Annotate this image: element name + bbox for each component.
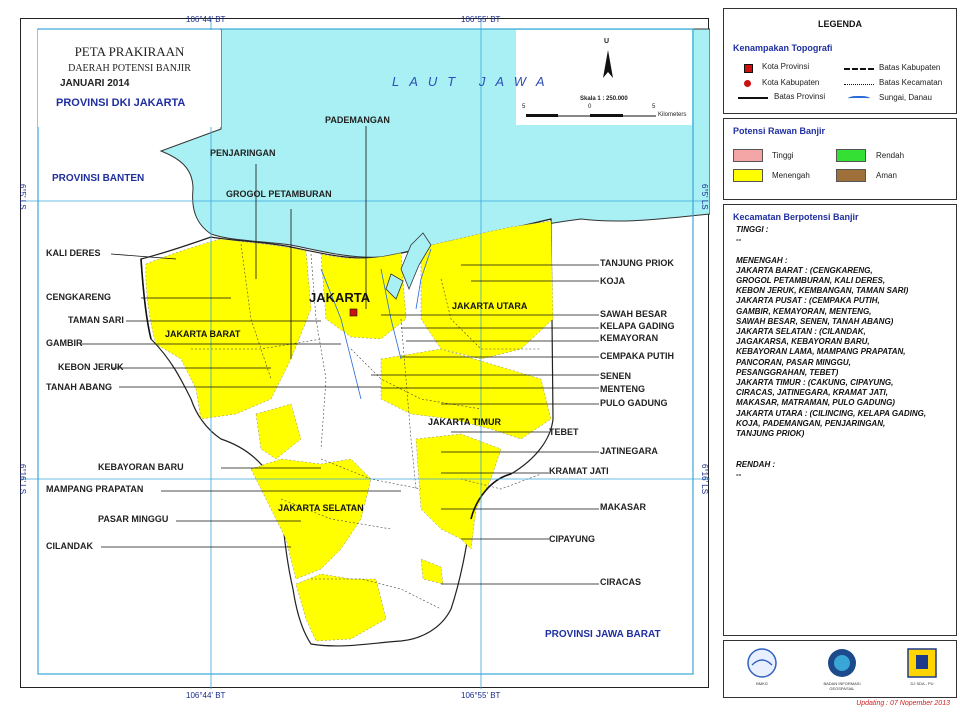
district-label: KEBAYORAN BARU <box>98 462 184 472</box>
scale-left: 5 <box>522 104 526 110</box>
district-label: CIPAYUNG <box>549 534 596 544</box>
bmkg-logo <box>748 649 776 677</box>
district-label: KELAPA GADING <box>600 321 675 331</box>
kecamatan-line: PANCORAN, PASAR MINGGU, <box>736 357 851 367</box>
region-jakarta-selatan: JAKARTA SELATAN <box>278 503 364 513</box>
sea-label: LAUT JAWA <box>392 74 555 89</box>
kota-provinsi-marker <box>350 309 357 316</box>
legend-kota-kabupaten: Kota Kabupaten <box>762 78 820 87</box>
kecamatan-line: SAWAH BESAR, SENEN, TANAH ABANG) <box>736 316 894 326</box>
scale-right: 5 <box>652 104 656 110</box>
coord-left-top: 6°5' LS <box>18 184 27 210</box>
district-label: MAMPANG PRAPATAN <box>46 484 144 494</box>
update-note: Updating : 07 Nopember 2013 <box>856 700 950 707</box>
batas-kecamatan-icon <box>844 84 874 85</box>
kecamatan-line <box>736 449 926 459</box>
legend-panel <box>715 8 955 708</box>
district-label: GROGOL PETAMBURAN <box>226 189 332 199</box>
kecamatan-line: TANJUNG PRIOK) <box>736 429 805 439</box>
kecamatan-line: KEBON JERUK, KEMBANGAN, TAMAN SARI) <box>736 286 909 296</box>
logo-label: BADAN INFORMASI GEOSPASIAL <box>823 681 861 691</box>
district-label: KOJA <box>600 276 626 286</box>
logo-label: DJ SDA - PU <box>910 681 934 686</box>
map-subtitle: DAERAH POTENSI BANJIR <box>68 63 191 74</box>
legend-menengah: Menengah <box>772 171 810 180</box>
kecamatan-heading: Kecamatan Berpotensi Banjir <box>733 212 859 222</box>
coord-bottom-right: 106°55' BT <box>461 691 501 700</box>
swatch-tinggi <box>733 149 763 162</box>
legend-batas-kabupaten: Batas Kabupaten <box>879 63 941 72</box>
swatch-menengah <box>733 169 763 182</box>
kecamatan-line: JAKARTA BARAT : (CENGKARENG, <box>736 265 873 275</box>
batas-provinsi-icon <box>738 97 768 99</box>
topo-heading: Kenampakan Topografi <box>733 43 833 53</box>
district-label: TEBET <box>549 427 579 437</box>
district-label: CEMPAKA PUTIH <box>600 351 674 361</box>
coord-bottom-left: 106°44' BT <box>186 691 226 700</box>
map-title: PETA PRAKIRAAN <box>74 44 185 59</box>
coord-left-bottom: 6°16' LS <box>18 464 27 495</box>
legend-tinggi: Tinggi <box>772 151 794 160</box>
legend-batas-provinsi: Batas Provinsi <box>774 92 826 101</box>
district-label: KALI DERES <box>46 248 101 258</box>
batas-kabupaten-icon <box>844 68 874 70</box>
potensi-heading: Potensi Rawan Banjir <box>733 126 826 136</box>
legend-logos-section <box>723 640 957 698</box>
district-label: KRAMAT JATI <box>549 466 609 476</box>
region-jakarta-utara: JAKARTA UTARA <box>452 301 528 311</box>
district-label: PENJARINGAN <box>210 148 276 158</box>
coord-top-right: 106°55' BT <box>461 15 501 24</box>
kecamatan-line: JAKARTA PUSAT : (CEMPAKA PUTIH, <box>736 296 880 306</box>
province-jawa-barat-label: PROVINSI JAWA BARAT <box>545 629 661 640</box>
legend-sungai: Sungai, Danau <box>879 93 932 102</box>
kecamatan-list <box>736 225 926 480</box>
scale-text: Skala 1 : 250.000 <box>580 96 628 102</box>
legend-batas-kecamatan: Batas Kecamatan <box>879 78 943 87</box>
district-label: SENEN <box>600 371 632 381</box>
kecamatan-line: CIRACAS, JATINEGARA, KRAMAT JATI, <box>736 388 888 398</box>
kecamatan-line <box>736 439 926 449</box>
province-banten-label: PROVINSI BANTEN <box>52 173 145 184</box>
district-label: PULO GADUNG <box>600 398 668 408</box>
map-title-box <box>38 30 221 127</box>
kecamatan-line: KOJA, PADEMANGAN, PENJARINGAN, <box>736 418 886 428</box>
district-label: MENTENG <box>600 384 645 394</box>
kecamatan-line: JAKARTA TIMUR : (CAKUNG, CIPAYUNG, <box>736 378 894 388</box>
district-label: CIRACAS <box>600 577 642 587</box>
city-jakarta-label: JAKARTA <box>309 290 371 305</box>
swatch-aman <box>836 169 866 182</box>
coord-right-bottom: 6°16' LS <box>700 464 709 495</box>
scale-mid: 0 <box>588 104 592 110</box>
big-logo <box>828 649 856 677</box>
map-province: PROVINSI DKI JAKARTA <box>56 97 186 109</box>
kota-provinsi-icon <box>744 64 753 73</box>
district-label: PASAR MINGGU <box>98 514 169 524</box>
kecamatan-line: JAKARTA SELATAN : (CILANDAK, <box>736 327 866 337</box>
legend-aman: Aman <box>876 171 897 180</box>
kecamatan-line: MENENGAH : <box>736 255 788 265</box>
district-label: TAMAN SARI <box>68 315 124 325</box>
scale-unit: Kilometers <box>658 112 687 118</box>
district-label: MAKASAR <box>600 502 646 512</box>
north-arrow-icon <box>603 50 613 78</box>
kecamatan-line: GROGOL PETAMBURAN, KALI DERES, <box>736 276 886 286</box>
legend-kecamatan-section <box>723 204 957 636</box>
logo-label: BMKG <box>756 681 768 686</box>
district-label: CENGKARENG <box>46 292 112 302</box>
district-label: TANAH ABANG <box>46 382 112 392</box>
coord-right-top: 6°5' LS <box>700 184 709 210</box>
kecamatan-line: TINGGI : <box>736 225 769 234</box>
legend-rendah: Rendah <box>876 151 905 160</box>
kecamatan-line: JAKARTA UTARA : (CILINCING, KELAPA GADING, <box>736 408 927 418</box>
kecamatan-line: -- <box>736 235 742 245</box>
district-label: KEBON JERUK <box>58 362 124 372</box>
kota-kabupaten-icon <box>744 80 751 87</box>
river-icon <box>848 96 870 102</box>
kecamatan-line: JAGAKARSA, KEBAYORAN BARU, <box>736 337 870 347</box>
district-label: SAWAH BESAR <box>600 309 668 319</box>
district-label: CILANDAK <box>46 541 93 551</box>
kecamatan-line: RENDAH : <box>736 459 776 469</box>
district-label: TANJUNG PRIOK <box>600 258 674 268</box>
legend-kota-provinsi: Kota Provinsi <box>762 62 810 71</box>
legend-title: LEGENDA <box>817 19 862 29</box>
legend-topo-section <box>723 8 957 114</box>
kecamatan-line <box>736 245 926 255</box>
kecamatan-line: PESANGGRAHAN, TEBET) <box>736 367 839 377</box>
kecamatan-line: MAKASAR, MATRAMAN, PULO GADUNG) <box>736 398 895 408</box>
coord-top-left: 106°44' BT <box>186 15 226 24</box>
region-jakarta-timur: JAKARTA TIMUR <box>428 417 501 427</box>
kecamatan-line: GAMBIR, KEMAYORAN, MENTENG, <box>736 306 872 316</box>
north-label: U <box>604 38 610 45</box>
region-jakarta-barat: JAKARTA BARAT <box>165 329 241 339</box>
legend-potensi-section <box>723 118 957 200</box>
district-label: PADEMANGAN <box>325 115 390 125</box>
map-period: JANUARI 2014 <box>60 78 130 89</box>
district-label: GAMBIR <box>46 338 83 348</box>
kecamatan-line: KEBAYORAN LAMA, MAMPANG PRAPATAN, <box>736 347 906 357</box>
swatch-rendah <box>836 149 866 162</box>
district-label: KEMAYORAN <box>600 333 659 343</box>
district-label: JATINEGARA <box>600 446 658 456</box>
kecamatan-line: -- <box>736 469 742 479</box>
pu-logo <box>908 649 936 677</box>
